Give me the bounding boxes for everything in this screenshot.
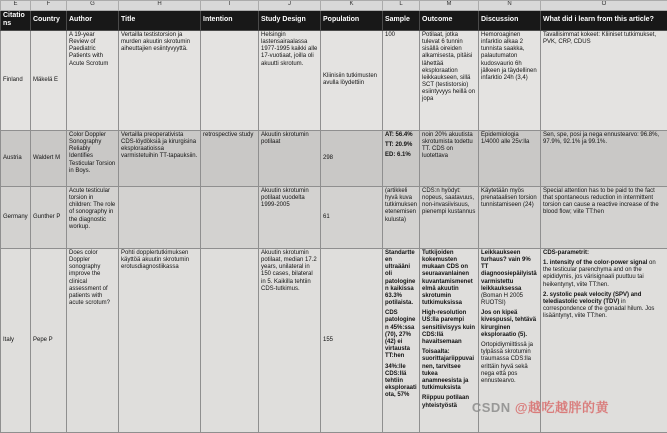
column-letter-M[interactable]: M [420, 1, 479, 11]
header-row [1, 11, 667, 31]
cell-I5[interactable] [201, 186, 259, 248]
cell-M3[interactable]: Potilaat, jotka tulevat 6 tunnin sisällä oireiden alkamisesta, pitäisi lähettää eksploraation leikkaukseen, sillä SCT (testistorsio) esiintyvyys heillä on jopa [420, 30, 479, 130]
text-run: Standartteen ultraääni oli patologinen kaikissa 63.3% potilaista. [385, 250, 415, 306]
cell-K3[interactable]: Kliinisiin tutkimusten avulla löydettiin [321, 30, 383, 130]
cell-E4[interactable]: Austria [1, 130, 31, 186]
column-letter-H[interactable]: H [119, 1, 201, 11]
column-header-discussion[interactable]: Discussion [479, 11, 541, 31]
cell-paragraph [385, 152, 417, 159]
cell-N4[interactable]: Epidemiologia 1/4000 alle 25v:lla [479, 130, 541, 186]
cell-L4[interactable] [383, 130, 420, 186]
column-header-what-did-i-learn-from-this-article[interactable]: What did i learn from this article? [541, 11, 667, 31]
cell-N6[interactable] [479, 248, 541, 432]
column-header-outcome[interactable]: Outcome [420, 11, 479, 31]
cell-J3[interactable]: Helsingin lastensairaalassa 1977-1995 kaikki alle 17-vuotiaat, joilla oli akuutti skrotum. [259, 30, 321, 130]
cell-K6[interactable]: 155 [321, 248, 383, 432]
column-letter-O[interactable]: O [541, 1, 667, 11]
column-header-population[interactable]: Population [321, 11, 383, 31]
cell-paragraph [481, 310, 538, 339]
text-run: Jos on kipeä kivespussi, tehtävä kirurginen eksploraatio (5). [481, 310, 536, 338]
column-header-title[interactable]: Title [119, 11, 201, 31]
cell-O4[interactable]: Sen, spe, posi ja nega ennustearvo: 96.8%, 97.9%, 92.1% ja 99.1%. [541, 130, 667, 186]
text-run: Ortopidiymiittissä ja tylpässä skrotumin traumassa CDS:lla erittäin hyvä sekä nega että pos ennustearvo. [481, 342, 533, 384]
cell-G6[interactable]: Does color Doppler sonography improve the clinical assessment of patients with acute scrotum? [67, 248, 119, 432]
cell-K5[interactable]: 61 [321, 186, 383, 248]
cell-M5[interactable]: CDS:n hyödyt: nopeus, saatavuus, non-invasiivisuus, pienempi kustannus [420, 186, 479, 248]
text-run: (Boman H 2005 RUOTSI) [481, 293, 523, 306]
cell-paragraph [385, 132, 417, 139]
cell-paragraph [422, 349, 476, 392]
cell-G4[interactable]: Color Doppler Sonography Reliably Identifies Testicular Torsion in Boys. [67, 130, 119, 186]
cell-G3[interactable]: A 19-year Review of Paediatric Patients with Acute Scrotum [67, 30, 119, 130]
column-letter-L[interactable]: L [383, 1, 420, 11]
text-run: AT: 56.4% [385, 132, 413, 138]
column-header-author[interactable]: Author [67, 11, 119, 31]
column-header-country[interactable]: Country [31, 11, 67, 31]
column-header-sample[interactable]: Sample [383, 11, 420, 31]
column-header-citations[interactable]: Citations [1, 11, 31, 31]
table-row [1, 30, 667, 130]
cell-paragraph [481, 342, 538, 385]
cell-paragraph [543, 250, 665, 257]
cell-M4[interactable]: noin 20% akuutista skrotumista todettu TT. CDS on luotettava [420, 130, 479, 186]
cell-paragraph [543, 292, 665, 321]
cell-L3[interactable]: 100 [383, 30, 420, 130]
cell-O3[interactable]: Tavallisimmat kokeet: Kliiniset tutkimukset, PVK, CRP, CDUS [541, 30, 667, 130]
cell-N3[interactable]: Hemoroaginen infarktio alkaa 2 tunnista saakka, palautumaton kudosvaurio 6h jälkeen ja täydellinen infarktio 24h (3,4) [479, 30, 541, 130]
column-letter-N[interactable]: N [479, 1, 541, 11]
column-letter-K[interactable]: K [321, 1, 383, 11]
cell-paragraph [422, 395, 476, 409]
cell-O5[interactable]: Special attention has to be paid to the fact that spontaneous reduction in intermittent torsion can cause a reactive increase of the blood flow; viite TT:hen [541, 186, 667, 248]
text-run: TT: 20.9% [385, 142, 412, 148]
cell-paragraph [385, 250, 417, 308]
cell-F4[interactable]: Waldert M [31, 130, 67, 186]
cell-L6[interactable] [383, 248, 420, 432]
cell-paragraph [422, 250, 476, 308]
cell-K4[interactable]: 298 [321, 130, 383, 186]
cell-paragraph [422, 310, 476, 346]
table-row [1, 186, 667, 248]
cell-J4[interactable]: Akuutin skrotumin potilaat [259, 130, 321, 186]
cell-F6[interactable]: Pepe P [31, 248, 67, 432]
text-run: 2. systolic peak velocity (SPV) and telediastolic velocity (TDV) [543, 292, 641, 305]
column-letter-J[interactable]: J [259, 1, 321, 11]
column-header-study-design[interactable]: Study Design [259, 11, 321, 31]
cell-M6[interactable] [420, 248, 479, 432]
cell-H3[interactable]: Vertailla testistorsion ja murden akuutin skrotumin aiheuttajien esiintyvyyttä. [119, 30, 201, 130]
cell-F5[interactable]: Gunther P [31, 186, 67, 248]
text-run: High-resolution US:lla parempi sensitiivisyys kuin CDS:llä havaitsemaan [422, 310, 475, 345]
text-run: on the testicular parenchyma and on the epididymis, jos värisignaali puuttuu tai heikentynyt, viite TT:hen. [543, 260, 656, 288]
table-row [1, 248, 667, 432]
cell-H5[interactable] [119, 186, 201, 248]
cell-E6[interactable]: Italy [1, 248, 31, 432]
cell-H4[interactable]: Vertailla preoperativista CDS-löydöksiä ja kirurgisina eksploraatioissa varmistetuihin TT-tapauksiin. [119, 130, 201, 186]
cell-H6[interactable]: Pohti dopplertutkimuksen käyttöä akuutin skrotumin erotusdiagnostiikassa [119, 248, 201, 432]
cell-paragraph [481, 250, 538, 308]
column-letter-row [1, 1, 667, 11]
cell-E3[interactable]: Finland [1, 30, 31, 130]
column-letter-I[interactable]: I [201, 1, 259, 11]
csdn-logo: CSDN [472, 400, 511, 415]
cell-O6[interactable] [541, 248, 667, 432]
cell-paragraph [385, 142, 417, 149]
cell-paragraph [543, 260, 665, 289]
text-run: Toisaalta: suorittajariippuvainen, tarvitsee tukea anamneesista ja tutkimuksista [422, 349, 474, 391]
text-run: CDS patologinen 45%:ssa (70), 27% (42) ei virtausta TT:hen [385, 310, 415, 359]
cell-I6[interactable] [201, 248, 259, 432]
text-run: Tutkijoiden kokemusten mukaan CDS on seuraavanlainen kuvantamismenetelmä akuutin skrotumin tutkimuksissa [422, 250, 473, 306]
watermark-handle: @越吃越胖的黄 [515, 400, 609, 415]
column-header-intention[interactable]: Intention [201, 11, 259, 31]
cell-J5[interactable]: Akuutin skrotumin potilaat vuodelta 1999-2005 [259, 186, 321, 248]
text-run: CDS-parametrit: [543, 250, 589, 256]
cell-paragraph [385, 364, 417, 400]
text-run: Riippuu potilaan yhteistyöstä [422, 395, 469, 408]
text-run: 34%:lle CDS:llä tehtiin eksploraatiota, 57% [385, 364, 417, 399]
column-letter-F[interactable]: F [31, 1, 67, 11]
column-letter-G[interactable]: G [67, 1, 119, 11]
cell-G5[interactable]: Acute testicular torsion in children: The role of sonography in the diagnostic workup. [67, 186, 119, 248]
text-run: Leikkaukseen turhaus? vain 9% TT diagnoosiepäilyistä varmistettu leikkauksessa [481, 250, 537, 292]
cell-J6[interactable]: Akuutin skrotumin potilaat, median 17.2 years, unilateral in 150 cases, bilateral in 5. Kaikilla tehtiin CDS-tutkimus. [259, 248, 321, 432]
text-run: in correspondence of the gonadal hilum. Jos lisääntynyt, viite TT:hen. [543, 299, 654, 319]
cell-L5[interactable]: (artikkeli hyvä kuva tutkimuksen etenemisen kulusta) [383, 186, 420, 248]
text-run: 1. intensity of the color-power signal [543, 260, 649, 266]
cell-N5[interactable]: Käytetään myös prenataalisen torsion tunnistamiseen (24) [479, 186, 541, 248]
cell-I3[interactable] [201, 30, 259, 130]
cell-I4[interactable]: retrospective study [201, 130, 259, 186]
cell-F3[interactable]: Mäkelä E [31, 30, 67, 130]
cell-E5[interactable]: Germany [1, 186, 31, 248]
table-row [1, 130, 667, 186]
text-run: ED: 6.1% [385, 152, 411, 158]
cell-paragraph [385, 310, 417, 360]
column-letter-E[interactable]: E [1, 1, 31, 11]
